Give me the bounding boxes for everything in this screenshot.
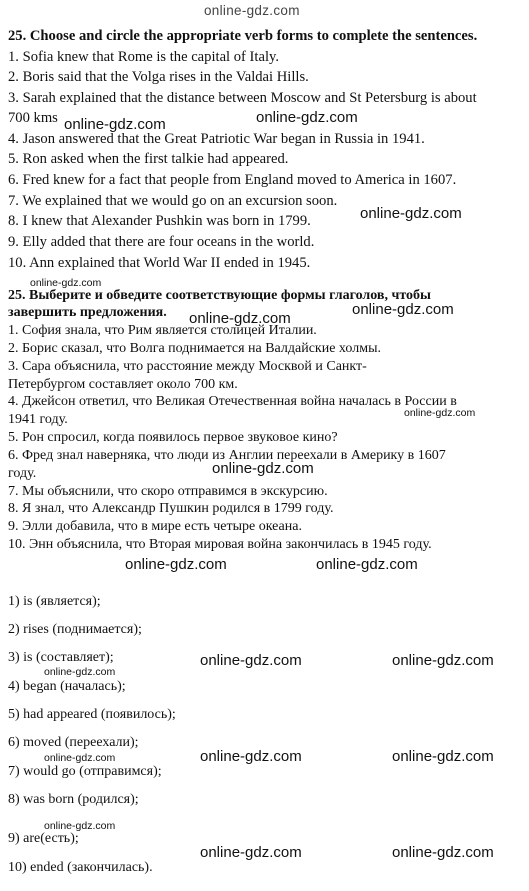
russian-sentence: 7. Мы объяснили, что скоро отправимся в экскурсию. [8, 484, 328, 499]
english-sentence: 6. Fred knew for a fact that people from England moved to America in 1607. [8, 172, 457, 188]
english-sentence: 3. Sarah explained that the distance between Moscow and St Petersburg is about [8, 90, 477, 106]
english-exercise-title: 25. Choose and circle the appropriate verb forms to complete the sentences. [8, 28, 478, 44]
answer-item: 8) was born (родился); [8, 792, 139, 807]
russian-sentence: 1941 году. [8, 412, 68, 427]
watermark: online-gdz.com [392, 844, 494, 861]
watermark: online-gdz.com [392, 748, 494, 765]
watermark: online-gdz.com [44, 820, 116, 832]
watermark: online-gdz.com [200, 652, 302, 669]
answer-item: 7) would go (отправимся); [8, 764, 162, 779]
watermark: online-gdz.com [212, 460, 314, 477]
english-sentence: 700 kms [8, 110, 58, 126]
watermark: online-gdz.com [352, 301, 454, 318]
watermark: online-gdz.com [189, 310, 291, 327]
watermark: online-gdz.com [44, 752, 116, 764]
english-sentence: 9. Elly added that there are four oceans in the world. [8, 234, 315, 250]
russian-sentence: 4. Джейсон ответил, что Великая Отечественная война началась в России в [8, 394, 457, 409]
watermark: online-gdz.com [404, 407, 476, 419]
watermark: online-gdz.com [200, 748, 302, 765]
english-sentence: 1. Sofia knew that Rome is the capital of Italy. [8, 49, 279, 65]
answer-item: 9) are(есть); [8, 831, 79, 846]
russian-sentence: году. [8, 466, 37, 481]
watermark: online-gdz.com [360, 205, 462, 222]
russian-exercise-title-cont: завершить предложения. [8, 305, 167, 320]
watermark: online-gdz.com [44, 666, 116, 678]
watermark: online-gdz.com [316, 556, 418, 573]
russian-sentence: 6. Фред знал наверняка, что люди из Англии переехали в Америку в 1607 [8, 448, 446, 463]
site-header-watermark: online-gdz.com [204, 3, 300, 18]
answer-item: 1) is (является); [8, 594, 101, 609]
answer-item: 6) moved (переехали); [8, 735, 139, 750]
russian-sentence: 8. Я знал, что Александр Пушкин родился в 1799 году. [8, 501, 334, 516]
english-sentence: 2. Boris said that the Volga rises in the Valdai Hills. [8, 69, 309, 85]
watermark: online-gdz.com [200, 844, 302, 861]
russian-sentence: Петербургом составляет около 700 км. [8, 377, 238, 392]
english-sentence: 7. We explained that we would go on an excursion soon. [8, 193, 338, 209]
watermark: online-gdz.com [30, 277, 102, 289]
english-sentence: 4. Jason answered that the Great Patriotic War began in Russia in 1941. [8, 131, 425, 147]
watermark: online-gdz.com [256, 109, 358, 126]
answer-item: 10) ended (закончилась). [8, 860, 153, 875]
russian-sentence: 1. София знала, что Рим является столицей Италии. [8, 323, 317, 338]
russian-exercise-title: 25. Выберите и обведите соответствующие формы глаголов, чтобы [8, 288, 431, 303]
answer-item: 3) is (составляет); [8, 650, 114, 665]
answer-item: 2) rises (поднимается); [8, 622, 142, 637]
watermark: online-gdz.com [64, 116, 166, 133]
russian-sentence: 5. Рон спросил, когда появилось первое звуковое кино? [8, 430, 338, 445]
russian-sentence: 10. Энн объяснила, что Вторая мировая война закончилась в 1945 году. [8, 537, 432, 552]
russian-sentence: 2. Борис сказал, что Волга поднимается на Валдайские холмы. [8, 341, 381, 356]
english-sentence: 10. Ann explained that World War II ended in 1945. [8, 255, 311, 271]
answer-item: 5) had appeared (появилось); [8, 707, 176, 722]
english-sentence: 8. I knew that Alexander Pushkin was born in 1799. [8, 213, 311, 229]
english-sentence: 5. Ron asked when the first talkie had appeared. [8, 151, 289, 167]
russian-sentence: 9. Элли добавила, что в мире есть четыре океана. [8, 519, 302, 534]
watermark: online-gdz.com [392, 652, 494, 669]
answer-item: 4) began (началась); [8, 679, 126, 694]
russian-sentence: 3. Сара объяснила, что расстояние между Москвой и Санкт- [8, 359, 367, 374]
watermark: online-gdz.com [125, 556, 227, 573]
